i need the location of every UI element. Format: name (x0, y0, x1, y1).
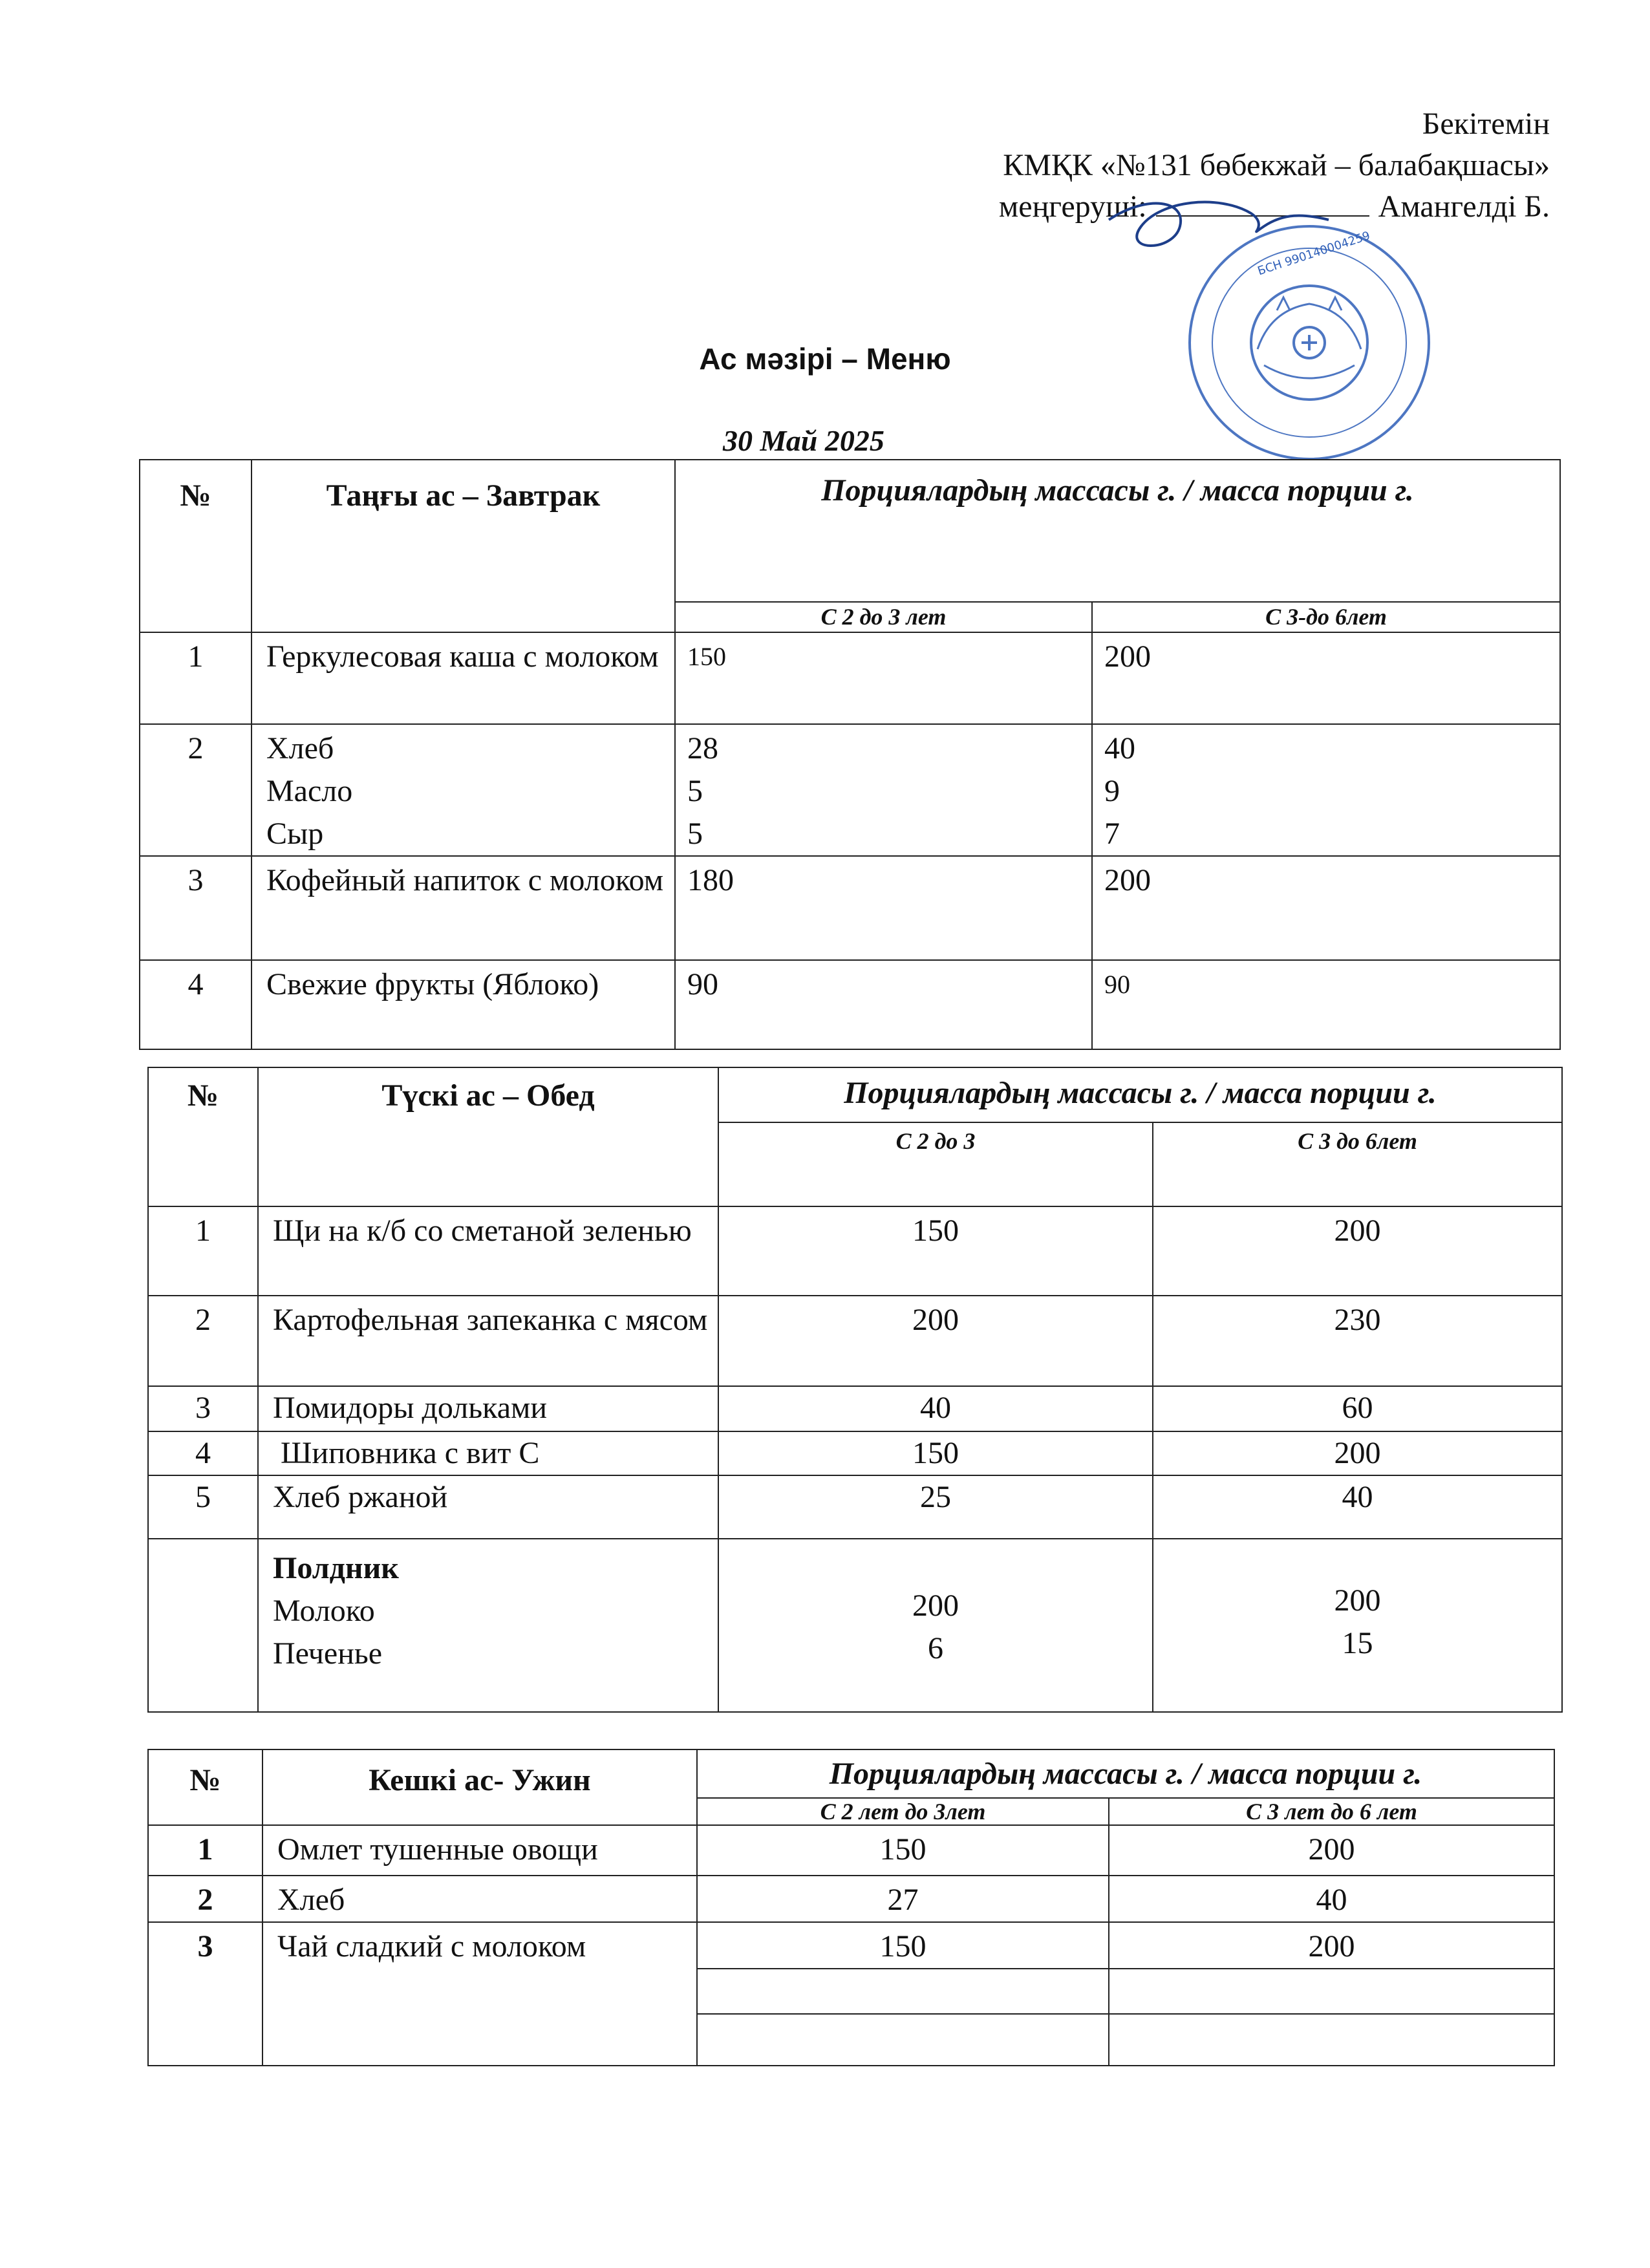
breakfast-table (139, 459, 1561, 1050)
dish-name: Чай сладкий с молоком (262, 1922, 697, 2066)
age-group-1: С 2 лет до 3лет (697, 1798, 1109, 1825)
table-row (148, 1431, 1562, 1475)
dish-name: Хлеб ржаной (258, 1475, 718, 1539)
portion-value: 90 (1092, 960, 1560, 1049)
dish-name: Помидоры дольками (258, 1386, 718, 1431)
portion-value: 180 (675, 856, 1092, 960)
document-title: Ас мәзірі – Меню (699, 342, 951, 376)
portion-value: 40 (1153, 1475, 1562, 1539)
table-row (140, 724, 1560, 856)
portion-value: 200 (1092, 632, 1560, 724)
col-meal: Кешкі ас- Ужин (262, 1749, 697, 1825)
dish-name: Кофейный напиток с молоком (252, 856, 675, 960)
portion-value: 40 (718, 1386, 1153, 1431)
dinner-table (147, 1749, 1555, 2066)
row-number: 3 (140, 856, 252, 960)
dish-line: Масло (266, 774, 353, 808)
portion-value: 150 (675, 632, 1092, 724)
portion-value (718, 1539, 1153, 1712)
portion-value: 150 (718, 1431, 1153, 1475)
value-line: 7 (1104, 817, 1120, 851)
portion-value: 230 (1153, 1296, 1562, 1386)
age-group-2: С 3 лет до 6 лет (1109, 1798, 1554, 1825)
value-line: 200 (1334, 1583, 1381, 1618)
dish-name: Омлет тушенные овощи (262, 1825, 697, 1876)
value-line: 200 (912, 1589, 959, 1623)
menu-date: 30 Май 2025 (723, 424, 884, 457)
col-number: № (148, 1749, 262, 1825)
stamp-bin: БСН 990140004259 (1256, 229, 1372, 279)
head-name: Амангелді Б. (1378, 189, 1550, 224)
approval-title: Бекітемін (1422, 107, 1550, 141)
col-portion: Порциялардың массасы г. / масса порции г. (697, 1749, 1554, 1798)
age-group-2: С 3 до 6лет (1153, 1122, 1562, 1206)
head-label: меңгеруші: (998, 189, 1147, 224)
col-portion: Порциялардың массасы г. / масса порции г. (675, 460, 1560, 602)
portion-value: 200 (1153, 1206, 1562, 1296)
portion-value (675, 724, 1092, 856)
portion-value: 27 (697, 1876, 1109, 1922)
col-meal: Түскі ас – Обед (258, 1067, 718, 1206)
empty-cell (1109, 2014, 1554, 2066)
dish-line: Сыр (266, 817, 324, 851)
table-row (140, 960, 1560, 1049)
table-row (148, 1825, 1554, 1876)
portion-value: 40 (1109, 1876, 1554, 1922)
table-row (148, 1296, 1562, 1386)
row-number: 3 (148, 1922, 262, 2066)
value-line: 6 (928, 1631, 943, 1665)
age-group-2: С 3-до 6лет (1092, 602, 1560, 632)
portion-value: 90 (675, 960, 1092, 1049)
value-line: 5 (687, 774, 703, 808)
col-portion: Порциялардың массасы г. / масса порции г. (718, 1067, 1562, 1122)
row-number: 5 (148, 1475, 258, 1539)
row-number: 2 (140, 724, 252, 856)
portion-value: 200 (1109, 1825, 1554, 1876)
portion-value (1153, 1539, 1562, 1712)
table-row (148, 1876, 1554, 1922)
row-number: 4 (140, 960, 252, 1049)
row-number: 1 (148, 1206, 258, 1296)
age-group-1: С 2 до 3 лет (675, 602, 1092, 632)
empty-cell (697, 2014, 1109, 2066)
portion-value (1092, 724, 1560, 856)
dish-name: Щи на к/б со сметаной зеленью (258, 1206, 718, 1296)
dish-line: Хлеб (266, 731, 334, 765)
row-number: 3 (148, 1386, 258, 1431)
value-line: 15 (1342, 1626, 1373, 1660)
value-line: 5 (687, 817, 703, 851)
snack-title: Полдник (273, 1551, 399, 1585)
value-line: 9 (1104, 774, 1120, 808)
portion-value: 150 (697, 1825, 1109, 1876)
col-number: № (148, 1067, 258, 1206)
row-number: 4 (148, 1431, 258, 1475)
organization-name: КМҚК «№131 бөбекжай – балабақшасы» (1003, 148, 1550, 182)
row-number: 2 (148, 1296, 258, 1386)
official-stamp (1096, 187, 1432, 465)
row-number-empty (148, 1539, 258, 1712)
dish-name: Хлеб (262, 1876, 697, 1922)
dish-name: Свежие фрукты (Яблоко) (252, 960, 675, 1049)
snack-row (148, 1539, 1562, 1712)
value-line: 28 (687, 731, 718, 765)
table-row (148, 1475, 1562, 1539)
dish-name (252, 724, 675, 856)
dish-name: Шиповника с вит С (258, 1431, 718, 1475)
snack-items (258, 1539, 718, 1712)
table-row (140, 856, 1560, 960)
row-number: 1 (140, 632, 252, 724)
table-row (148, 1206, 1562, 1296)
value-line: 40 (1104, 731, 1135, 765)
dish-name: Картофельная запеканка с мясом (258, 1296, 718, 1386)
snack-item: Печенье (273, 1636, 383, 1671)
portion-value: 60 (1153, 1386, 1562, 1431)
row-number: 2 (148, 1876, 262, 1922)
table-row (148, 1922, 1554, 1969)
age-group-1: С 2 до 3 (718, 1122, 1153, 1206)
portion-value: 200 (1109, 1922, 1554, 1969)
col-meal: Таңғы ас – Завтрак (252, 460, 675, 632)
row-number: 1 (148, 1825, 262, 1876)
portion-value: 200 (718, 1296, 1153, 1386)
portion-value: 150 (697, 1922, 1109, 1969)
snack-item: Молоко (273, 1594, 375, 1628)
col-number: № (140, 460, 252, 632)
empty-cell (697, 1969, 1109, 2014)
portion-value: 200 (1153, 1431, 1562, 1475)
lunch-table (147, 1067, 1563, 1713)
portion-value: 25 (718, 1475, 1153, 1539)
signature-scribble (1109, 202, 1329, 246)
table-row (148, 1386, 1562, 1431)
empty-cell (1109, 1969, 1554, 2014)
table-row (140, 632, 1560, 724)
portion-value: 200 (1092, 856, 1560, 960)
portion-value: 150 (718, 1206, 1153, 1296)
dish-name: Геркулесовая каша с молоком (252, 632, 675, 724)
